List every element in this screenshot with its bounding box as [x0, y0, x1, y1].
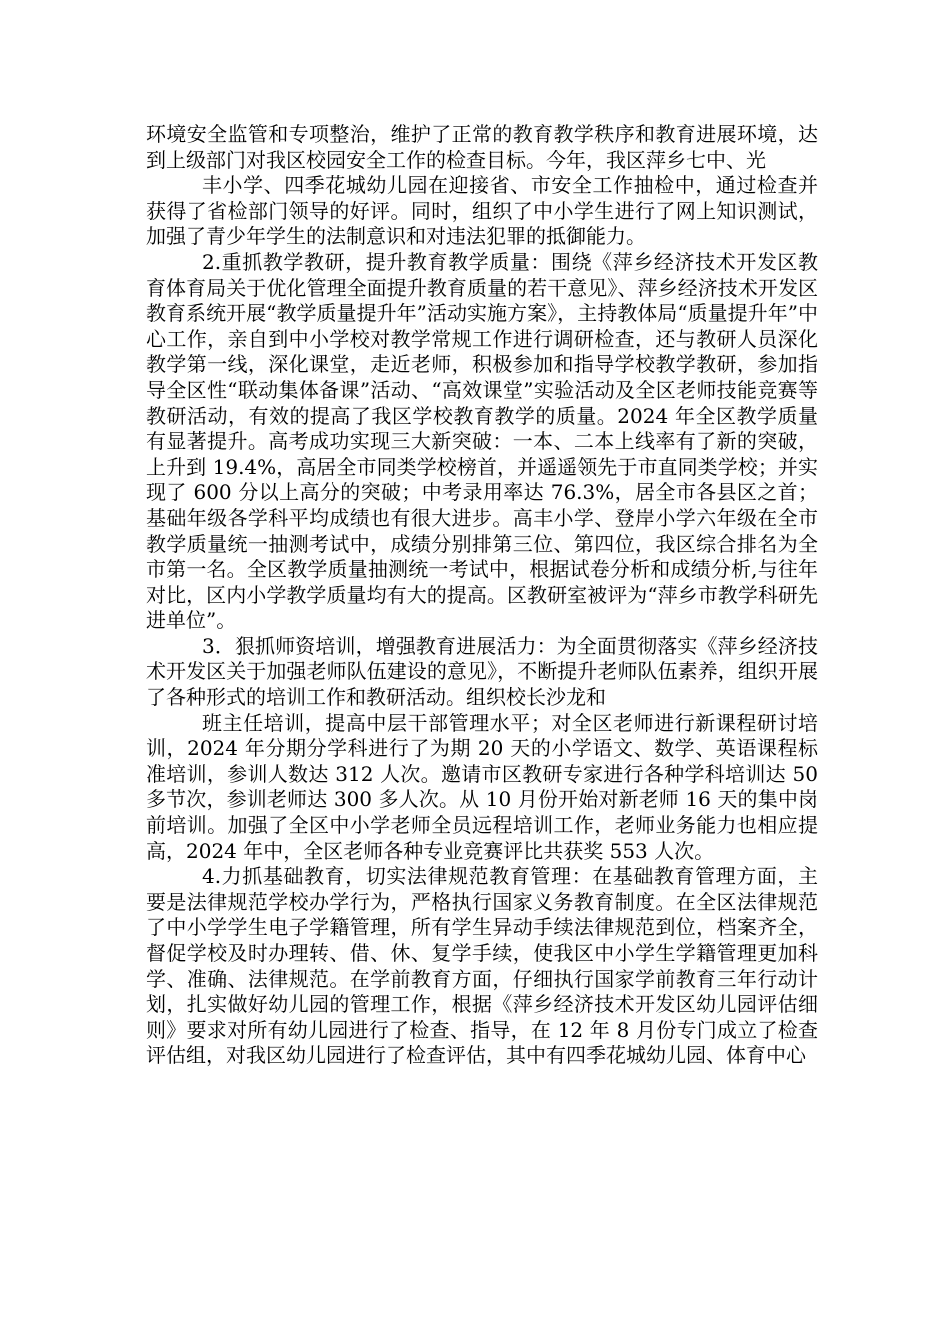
- document-page: [146, 122, 818, 1069]
- paragraph-teaching-research: 2.重抓教学教研，提升教育教学质量：围绕《萍乡经济技术开发区教育体育局关于优化管理全面提升教育质量的若干意见》、萍乡经济技术开发区教育系统开展“教学质量提升年”活动实施方案》，主持教体局“质量提升年”中心工作，亲自到中小学校对教学常规工作进行调研检查，还与教研人员深化教学第一线，深化课堂，走近老师，积极参加和指导学校教学教研，参加指导全区性“联动集体备课”活动、“高效课堂”实验活动及全区老师技能竞赛等教研活动，有效的提高了我区学校教育教学的质量。2024 年全区教学质量有显著提升。高考成功实现三大新突破：一本、二本上线率有了新的突破，上升到 19.4%，高居全市同类学校榜首，并遥遥领先于市直同类学校；并实现了 600 分以上高分的突破；中考录用率达 76.3%，居全市各县区之首；基础年级各学科平均成绩也有很大进步。高丰小学、登岸小学六年级在全市教学质量统一抽测考试中，成绩分别排第三位、第四位，我区综合排名为全市第一名。全区教学质量抽测统一考试中，根据试卷分析和成绩分析,与往年对比，区内小学教学质量均有大的提高。区教研室被评为“萍乡市教学科研先进单位”。: [146, 249, 818, 633]
- paragraph-safety-inspection: 丰小学、四季花城幼儿园在迎接省、市安全工作抽检中，通过检查并获得了省检部门领导的好评。同时，组织了中小学生进行了网上知识测试，加强了青少年学生的法制意识和对违法犯罪的抵御能力。: [146, 173, 818, 249]
- paragraph-safety-supervision: 环境安全监管和专项整治，维护了正常的教育教学秩序和教育进展环境，达到上级部门对我区校园安全工作的检查目标。今年，我区萍乡七中、光: [146, 122, 818, 172]
- paragraph-teacher-training: 3．狠抓师资培训，增强教育进展活力：为全面贯彻落实《萍乡经济技术开发区关于加强老师队伍建设的意见》，不断提升老师队伍素养，组织开展了各种形式的培训工作和教研活动。组织校长沙龙和: [146, 633, 818, 710]
- paragraph-basic-education: 4.力抓基础教育，切实法律规范教育管理：在基础教育管理方面，主要是法律规范学校办学行为，严格执行国家义务教育制度。在全区法律规范了中小学学生电子学籍管理，所有学生异动手续法律规范到位，档案齐全，督促学校及时办理转、借、休、复学手续，使我区中小学生学籍管理更加科学、准确、法律规范。在学前教育方面，仔细执行国家学前教育三年行动计划，扎实做好幼儿园的管理工作，根据《萍乡经济技术开发区幼儿园评估细则》要求对所有幼儿园进行了检查、指导，在 12 年 8 月份专门成立了检查评估组，对我区幼儿园进行了检查评估，其中有四季花城幼儿园、体育中心: [146, 864, 818, 1068]
- paragraph-headteacher-training: 班主任培训，提高中层干部管理水平；对全区老师进行新课程研讨培训，2024 年分期分学科进行了为期 20 天的小学语文、数学、英语课程标准培训，参训人数达 312 人次。邀请市区教研专家进行各种学科培训达 50 多节次，参训老师达 300 多人次。从 10 月份开始对新老师 16 天的集中岗前培训。加强了全区中小学老师全员远程培训工作，老师业务能力也相应提高，2024 年中，全区老师各种专业竞赛评比共获奖 553 人次。: [146, 710, 818, 863]
